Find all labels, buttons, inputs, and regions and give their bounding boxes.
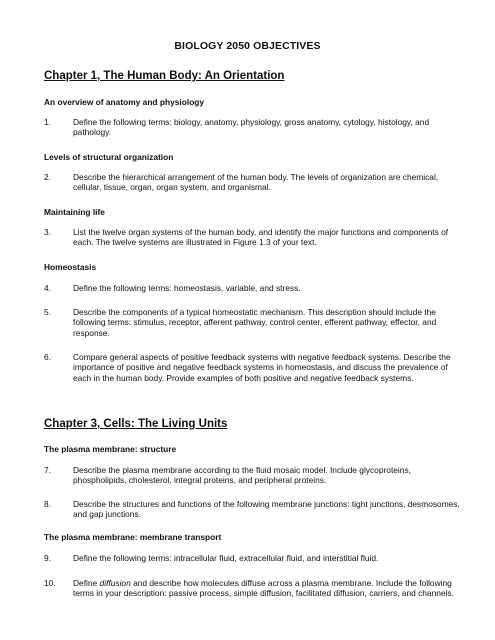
- objective-text: Describe the hierarchical arrangement of the human body. The levels of organization are chemical, cellular, tissue, organ, organ system, and organismal.: [73, 172, 439, 193]
- document-title: BIOLOGY 2050 OBJECTIVES: [174, 40, 321, 52]
- objective-item-8: [44, 499, 464, 520]
- objective-item-4: [44, 283, 464, 293]
- section-levels-heading: Levels of structural organization: [44, 152, 174, 162]
- objective-number: 10.: [44, 578, 56, 588]
- section-plasma-structure-heading: The plasma membrane: structure: [44, 444, 177, 454]
- section-overview-heading: An overview of anatomy and physiology: [44, 97, 205, 107]
- chapter-3-heading: Chapter 3, Cells: The Living Units: [44, 418, 228, 430]
- section-membrane-transport-heading: The plasma membrane: membrane transport: [44, 532, 222, 542]
- objective-text: List the twelve organ systems of the human body, and identify the major functions and components of each. The twelve systems are illustrated in Figure 1.3 of your text.: [73, 227, 449, 248]
- objective-item-5: [44, 307, 464, 338]
- objective-text: Define the following terms: intracellular fluid, extracellular fluid, and interstitial fluid.: [73, 553, 379, 563]
- objective-text: Compare general aspects of positive feedback systems with negative feedback systems. Describe the importance of positive and negative feedback systems in homeostasis, and discuss the prevalence of each in the human body. Provide examples of both positive and negative feedback systems.: [73, 352, 451, 383]
- objective-number: 5.: [44, 307, 51, 317]
- objective-item-10: [44, 578, 464, 599]
- objective-text: Describe the components of a typical homeostatic mechanism. This description should include the following terms: stimulus, receptor, afferent pathway, control center, efferent pathway, effector, and response.: [73, 307, 437, 338]
- objective-number: 4.: [44, 283, 51, 293]
- objective-number: 9.: [44, 553, 51, 563]
- diffusion-term: diffusion: [99, 578, 131, 588]
- objective-number: 8.: [44, 499, 51, 509]
- objective-text: [73, 578, 464, 599]
- chapter-1-heading: Chapter 1, The Human Body: An Orientation: [44, 70, 285, 82]
- section-homeostasis-heading: Homeostasis: [44, 262, 97, 272]
- objective-number: 1.: [44, 117, 51, 127]
- section-maintaining-life-heading: Maintaining life: [44, 207, 105, 217]
- objective-text-end: and describe how molecules diffuse across a plasma membrane. Include the following terms in your description: passive process, simple diffusion, facilitated diffusion, carriers, and channels.: [73, 578, 454, 599]
- objective-text: Define the following terms: biology, anatomy, physiology, gross anatomy, cytology, histology, and pathology.: [73, 117, 430, 138]
- objective-number: 6.: [44, 352, 51, 362]
- objective-item-9: [44, 553, 464, 563]
- objective-item-3: [44, 227, 464, 248]
- objective-item-7: [44, 465, 464, 486]
- objective-text-start: Define: [73, 578, 100, 588]
- objective-text: Describe the plasma membrane according to the fluid mosaic model. Include glycoproteins, phospholipids, cholesterol, integral proteins, and peripheral proteins.: [73, 465, 411, 486]
- objective-number: 7.: [44, 465, 51, 475]
- objective-item-2: [44, 172, 464, 193]
- objective-text: Describe the structures and functions of the following membrane junctions: tight junctions, desmosomes, and gap junctions.: [73, 499, 460, 520]
- objective-number: 2.: [44, 172, 51, 182]
- objective-item-6: [44, 352, 464, 383]
- objective-item-1: [44, 117, 464, 138]
- objective-number: 3.: [44, 227, 51, 237]
- objective-text: Define the following terms: homeostasis, variable, and stress.: [73, 283, 301, 293]
